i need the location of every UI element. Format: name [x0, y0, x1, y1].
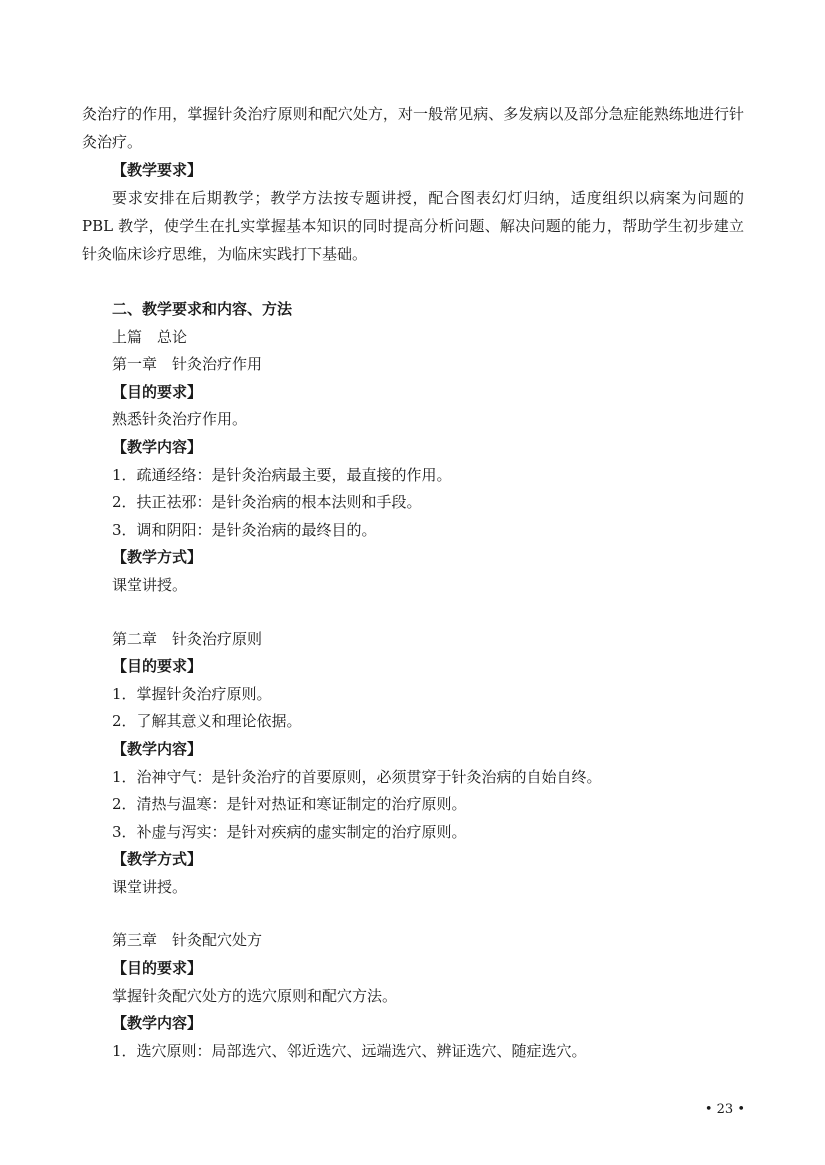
content-item: 3．调和阴阳：是针灸治病的最终目的。 — [112, 520, 377, 539]
teaching-requirements-heading: 【教学要求】 — [112, 161, 203, 179]
content-item: 2．清热与温寒：是针对热证和寒证制定的治疗原则。 — [112, 795, 467, 814]
page-content — [82, 100, 744, 1065]
goal-heading: 【目的要求】 — [112, 382, 203, 401]
page-number: • 23 • — [704, 1102, 745, 1117]
method-text: 课堂讲授。 — [112, 575, 188, 594]
spacer — [82, 268, 744, 296]
content-item: 3．补虚与泻实：是针对疾病的虚实制定的治疗原则。 — [112, 822, 467, 841]
goal-item: 掌握针灸配穴处方的选穴原则和配穴方法。 — [112, 986, 398, 1005]
part-title: 上篇 总论 — [112, 327, 188, 346]
chapter-title: 第二章 针灸治疗原则 — [112, 629, 263, 648]
chapter-title: 第三章 针灸配穴处方 — [112, 931, 263, 950]
goal-heading: 【目的要求】 — [112, 657, 203, 676]
chapter-title: 第一章 针灸治疗作用 — [112, 355, 263, 374]
goal-item: 熟悉针灸治疗作用。 — [112, 410, 248, 429]
content-heading: 【教学内容】 — [112, 739, 203, 758]
content-item: 1．选穴原则：局部选穴、邻近选穴、远端选穴、辨证选穴、随症选穴。 — [112, 1041, 587, 1060]
goal-heading: 【目的要求】 — [112, 959, 203, 978]
method-heading: 【教学方式】 — [112, 548, 203, 567]
content-heading: 【教学内容】 — [112, 437, 203, 456]
intro-continuation: 灸治疗的作用，掌握针灸治疗原则和配穴处方，对一般常见病、多发病以及部分急症能熟练地进行针灸治疗。 — [82, 105, 744, 151]
method-heading: 【教学方式】 — [112, 850, 203, 869]
content-item: 1．治神守气：是针灸治疗的首要原则，必须贯穿于针灸治病的自始自终。 — [112, 767, 602, 786]
content-item: 1．疏通经络：是针灸治病最主要，最直接的作用。 — [112, 465, 452, 484]
section-title: 二、教学要求和内容、方法 — [112, 300, 293, 318]
goal-item: 2．了解其意义和理论依据。 — [112, 712, 302, 731]
spacer — [112, 901, 744, 927]
teaching-requirements-text: 要求安排在后期教学；教学方法按专题讲授，配合图表幻灯归纳，适度组织以病案为问题的 PBL 教学，使学生在扎实掌握基本知识的同时提高分析问题、解决问题的能力，帮助学生初步建立针灸临床诊疗思维，为临床实践打下基础。 — [82, 189, 744, 263]
goal-item: 1．掌握针灸治疗原则。 — [112, 684, 272, 703]
content-heading: 【教学内容】 — [112, 1014, 203, 1033]
method-text: 课堂讲授。 — [112, 877, 188, 896]
spacer — [112, 600, 744, 626]
content-item: 2．扶正祛邪：是针灸治病的根本法则和手段。 — [112, 493, 422, 512]
outline — [82, 296, 744, 1065]
